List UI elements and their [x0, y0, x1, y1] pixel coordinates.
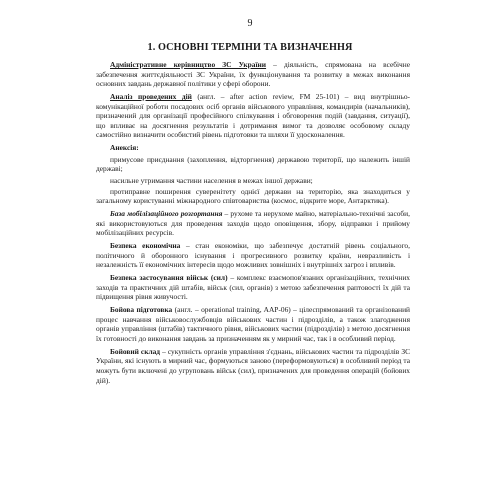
annexation-item-3 [96, 187, 410, 206]
definition-text: – стан економіки, що забезпечує достатній рівень соціального, політичного й оборонного існування і прогресивного розвитку країни, невразливість і незалежність її економічних інтересів щодо можливих зовнішніх і внутрішніх загроз і впливів. [96, 241, 410, 270]
annexation-item-2 [96, 176, 410, 186]
definition-text: – комплекс взаємопов'язаних організаційних, технічних заходів та практичних дій штабів, військ (сил, органів) з метою забезпечення раптовості їх дій та підвищення рівня живучості. [96, 273, 410, 302]
definition-text: – діяльність, спрямована на всебічне забезпечення життєдіяльності ЗС України, їх функціонування та розвитку в межах виконання основних завдань державної політики у сфері оборони. [96, 60, 410, 89]
definition-text: – рухоме та нерухоме майно, матеріально-технічні засоби, які використовуються для проведення заходів щодо оповіщення, збору, відправки і прийому мобілізаційних ресурсів. [96, 209, 410, 238]
term: Аналіз проведених дій [110, 91, 192, 101]
term: Бойова підготовка [110, 305, 173, 315]
definition-after-action-review [96, 92, 410, 140]
definition-text: – сукупність органів управління з'єднань, військових частин та підрозділів ЗС України, які існують в мирний час, формуються заново (переформовуються) в особливий період та можуть бути включені до угруповань військ (сил), призначених для проведення операцій (бойових дій). [96, 346, 410, 385]
term: Анексія: [110, 143, 139, 153]
definition-text: насильне утримання частини населення в межах іншої держави; [110, 175, 313, 185]
section-heading: 1. ОСНОВНІ ТЕРМІНИ ТА ВИЗНАЧЕННЯ [147, 42, 353, 53]
term: Бойовий склад [110, 346, 161, 356]
definition-force-employment-security [96, 273, 410, 302]
document-body [96, 60, 410, 388]
term: Безпека застосування військ (сил) [110, 273, 228, 283]
term: Безпека економічна [110, 241, 181, 251]
definition-economic-security [96, 241, 410, 270]
page-number: 9 [247, 18, 253, 29]
definition-mobilization-base [96, 209, 410, 238]
definition-administrative-management [96, 60, 410, 89]
definition-text: (англ. – after action review, FM 25-101) – вид внутрішньо-комунікаційної роботи посадових осіб органів військового управління, командирів (начальників), призначений для організації професійного спілкування і обговорення подій (завдання, ситуації), що впливає на досягнення результатів і дотримання вимог та дозволяє особовому складу самостійно визначити особистий рівень підготовки та шляхи її удосконалення. [96, 91, 410, 140]
definition-text: примусове приєднання (захоплення, відторгнення) державою території, що належить іншій державі; [96, 154, 410, 174]
annexation-item-1 [96, 155, 410, 174]
definition-combat-training [96, 305, 410, 343]
term: База мобілізаційного розгортання [110, 209, 223, 219]
definition-text: протиправне поширення суверенітету однієї держави на територію, яка знаходиться у загальному користуванні міжнародного співтовариства (космос, відкрите море, Антарктика). [96, 186, 410, 206]
term: Адміністративне керівництво ЗС України [110, 60, 267, 69]
definition-annexation [96, 143, 410, 153]
definition-combat-strength [96, 347, 410, 385]
definition-text: (англ. – operational training, AAP-06) – цілеспрямований та організований процес навчання військовослужбовців військових частин і підрозділів, а також злагодження органів управління (штабів) тактичного рівня, військових частин (підрозділів) з метою досягнення їх готовності до виконання завдань за призначенням як у мирний час, так і в особливий період. [96, 305, 411, 343]
